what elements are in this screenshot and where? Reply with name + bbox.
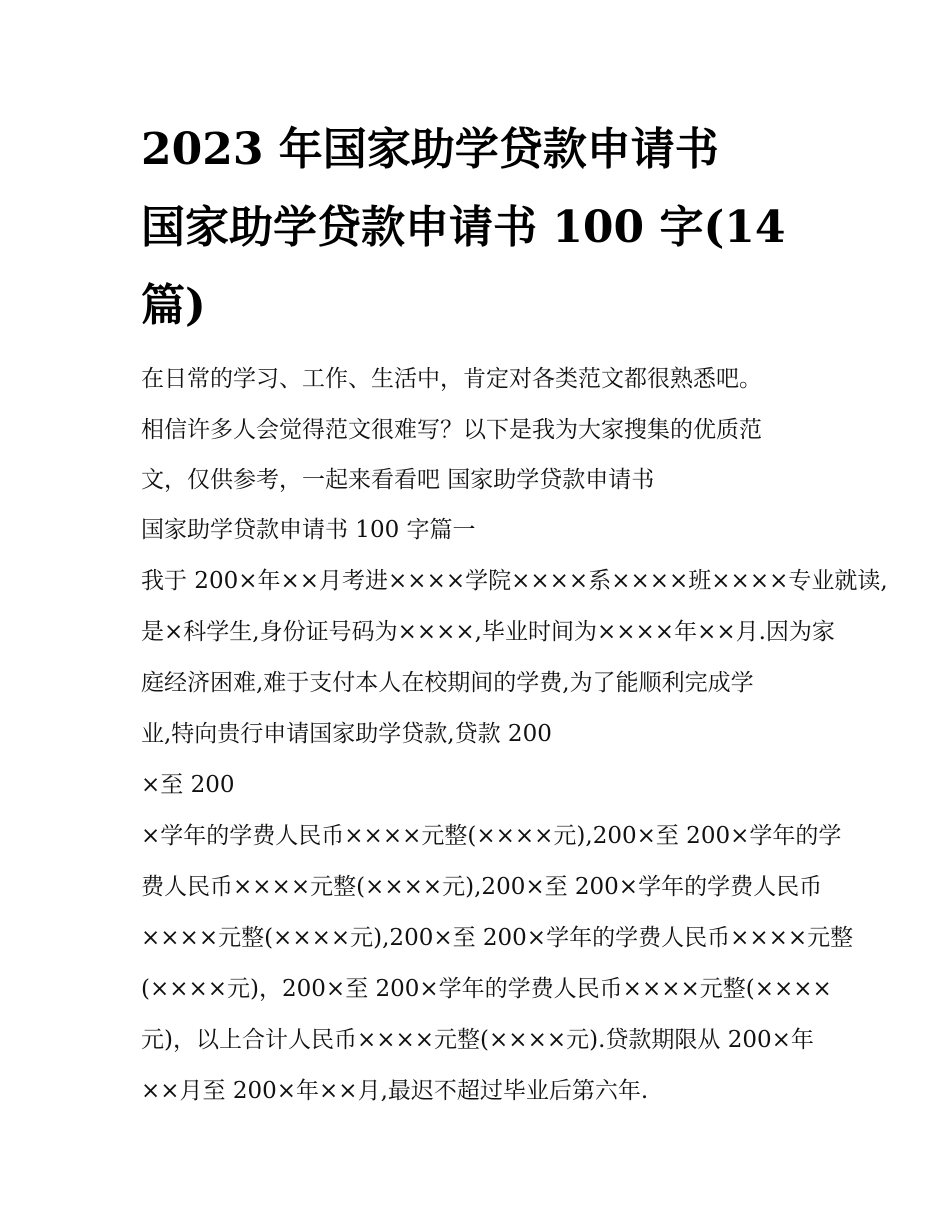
- body-line-1: 我于 200×年××月考进××××学院××××系××××班××××专业就读,: [141, 568, 888, 594]
- body-line-11: ××月至 200×年××月,最迟不超过毕业后第六年.: [141, 1078, 649, 1104]
- intro-line-3: 文，仅供参考，一起来看看吧 国家助学贷款申请书: [141, 467, 655, 493]
- body-line-6: ×学年的学费人民币××××元整(××××元),200×至 200×学年的学: [141, 823, 842, 849]
- body-line-7: 费人民币××××元整(××××元),200×至 200×学年的学费人民币: [141, 874, 823, 900]
- title-line-2: 国家助学贷款申请书 100 字(14: [141, 202, 786, 253]
- body-line-4: 业,特向贵行申请国家助学贷款,贷款 200: [141, 721, 552, 747]
- intro-line-1: 在日常的学习、工作、生活中，肯定对各类范文都很熟悉吧。: [141, 366, 762, 392]
- section-heading: 国家助学贷款申请书 100 字篇一: [141, 517, 476, 543]
- body-line-9: (××××元)，200×至 200×学年的学费人民币××××元整(××××: [141, 976, 832, 1002]
- document-title: [141, 111, 821, 345]
- intro-line-2: 相信许多人会觉得范文很难写？以下是我为大家搜集的优质范: [141, 417, 762, 443]
- body-line-2: 是×科学生,身份证号码为××××,毕业时间为××××年××月.因为家: [141, 619, 835, 645]
- body-line-5: ×至 200: [141, 772, 235, 798]
- title-line-1: 2023 年国家助学贷款申请书: [141, 124, 719, 175]
- body-line-8: ××××元整(××××元),200×至 200×学年的学费人民币××××元整: [141, 925, 854, 951]
- body-line-3: 庭经济困难,难于支付本人在校期间的学费,为了能顺利完成学: [141, 670, 754, 696]
- body-line-10: 元)，以上合计人民币××××元整(××××元).贷款期限从 200×年: [141, 1027, 814, 1053]
- title-line-3: 篇): [141, 280, 206, 331]
